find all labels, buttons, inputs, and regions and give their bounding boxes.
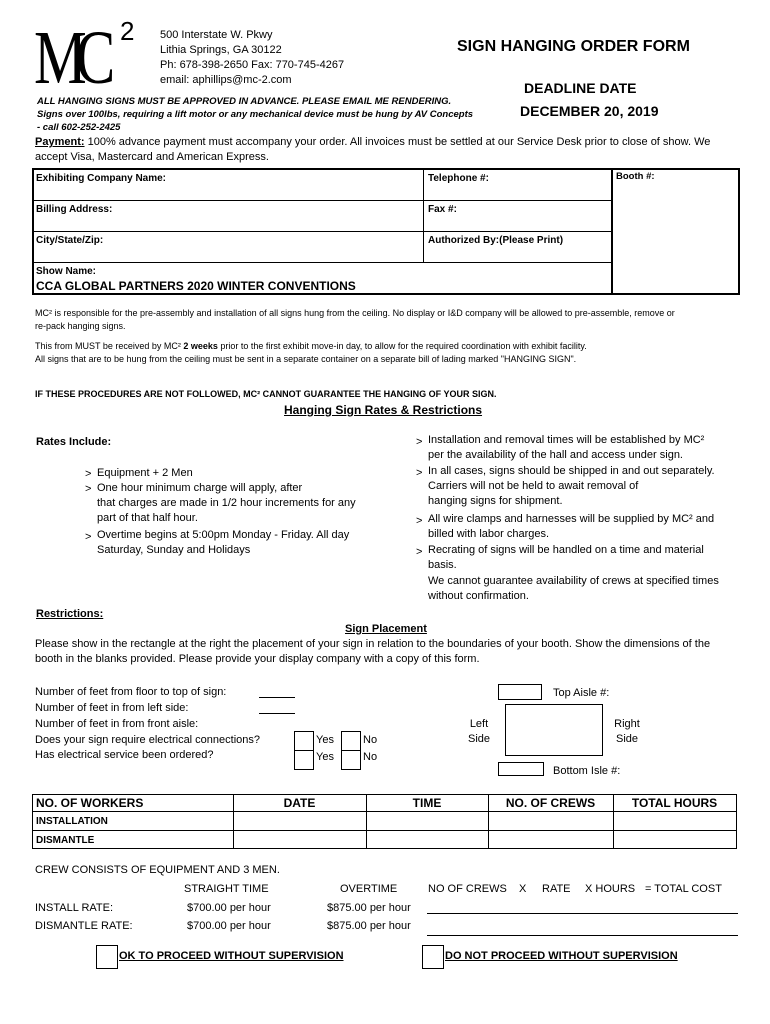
left-side-label [464,717,494,747]
rate-min-line3: part of that half hour. [97,512,198,524]
phone-fax: Ph: 678-398-2650 Fax: 770-745-4267 [160,59,345,71]
straight-time-header: STRAIGHT TIME [184,883,269,895]
billing-address-field[interactable]: Billing Address: [36,204,113,215]
q-from-front: Number of feet in from front aisle: [35,718,199,730]
r1-line2: per the availability of the hall and access under sign. [428,449,683,461]
rate-min-line2: that charges are made in 1/2 hour increments for any [97,497,356,509]
r2-line2: Carriers will not be held to await removal of [428,480,639,492]
dismantle-straight-rate: $700.00 per hour [187,920,271,932]
deadline-label: DEADLINE DATE [524,80,637,96]
r3-line1: All wire clamps and harnesses will be supplied by MC² and [428,513,715,525]
rate-equipment: Equipment + 2 Men [97,467,193,479]
info-p2-a: This from MUST be received by MC² [35,341,184,351]
right-text: Right [614,718,640,730]
company-name-field[interactable]: Exhibiting Company Name: [36,173,167,184]
authorized-by-field[interactable]: Authorized By:(Please Print) [428,235,564,246]
weight-notice-1: Signs over 100lbs, requiring a lift motor or any mechanical device must be hung by AV Concepts [37,109,474,120]
install-rate-label: INSTALL RATE: [35,902,114,914]
ordered-yes-checkbox[interactable] [294,750,314,770]
bullet-marker: > [85,468,92,480]
info-paragraphs [35,307,675,366]
crew-consists: CREW CONSISTS OF EQUIPMENT AND 3 MEN. [35,864,280,876]
dismantle-total-line[interactable] [427,935,738,936]
payment-notice [35,135,735,165]
no-label: No [363,751,378,763]
fax-field[interactable]: Fax #: [428,204,457,215]
ordered-no-checkbox[interactable] [341,750,361,770]
ok-without-supervision-checkbox[interactable] [96,945,118,969]
city-state-zip-field[interactable]: City/State/Zip: [36,235,104,246]
info-p2-bold: 2 weeks [183,341,218,351]
info-p2-b: prior to the first exhibit move-in day, to allow for the required coordination with exhibit facility. [217,341,587,351]
r1-line1: Installation and removal times will be established by MC² [428,434,705,446]
q-from-left: Number of feet in from left side: [35,702,189,714]
info-p3: All signs that are to be hung from the ceiling must be sent in a separate container on a separate bill of lading marked "HANGING SIGN". [35,354,577,364]
rates-include-label: Rates Include: [36,436,112,448]
install-total-line[interactable] [427,913,738,914]
restriction-shipping [428,464,715,509]
mc2-logo [34,16,144,100]
r3-line2: billed with labor charges. [428,528,550,540]
rate-min-line1: One hour minimum charge will apply, after [97,482,303,494]
rate-ot-line2: Saturday, Sunday and Holidays [97,544,251,556]
bullet-marker: > [416,436,423,448]
col-header-total-hours: TOTAL HOURS [631,796,718,810]
show-name-value: CCA GLOBAL PARTNERS 2020 WINTER CONVENTIONS [36,279,356,293]
ok-without-supervision-label: OK TO PROCEED WITHOUT SUPERVISION [119,950,344,962]
floor-to-top-blank[interactable] [259,697,295,698]
no-label: No [363,734,378,746]
col-header-date: DATE [283,796,316,810]
bottom-aisle-label: Bottom Isle #: [553,765,621,777]
dismantle-rate-label: DISMANTLE RATE: [35,920,133,932]
row-installation: INSTALLATION [36,816,108,827]
bottom-aisle-box[interactable] [498,762,544,776]
install-straight-rate: $700.00 per hour [187,902,271,914]
col-header-time: TIME [412,796,442,810]
electrical-yes-checkbox[interactable] [294,731,314,751]
payment-text-1: 100% advance payment must accompany your order. All invoices must be settled at our Service Desk prior to close of show. We [84,136,711,148]
placement-desc-1: Please show in the rectangle at the right the placement of your sign in relation to the boundaries of your booth. Show the dimensions of the [35,638,711,650]
weight-notice-2: - call 602-252-2425 [37,122,121,133]
r4-line1: Recrating of signs will be handled on a time and material [428,544,704,556]
side-text: Side [615,733,639,745]
overtime-header: OVERTIME [340,883,398,895]
r5-line2: without confirmation. [428,590,529,602]
calc-hours: X HOURS [585,883,636,895]
r5-line1: We cannot guarantee availability of crews at specified times [428,575,719,587]
from-left-blank[interactable] [259,713,295,714]
q-floor-to-top: Number of feet from floor to top of sign: [35,686,227,698]
right-side-label [612,717,642,747]
yes-label: Yes [316,734,334,746]
logo-superscript: 2 [120,16,135,46]
placement-desc-2: booth in the blanks provided. Please provide your display company with a copy of this form. [35,653,480,665]
left-text: Left [469,718,489,730]
calc-rate: RATE [542,883,571,895]
address-line-2: Lithia Springs, GA 30122 [160,44,282,56]
info-p2 [35,340,675,353]
top-aisle-label: Top Aisle #: [553,687,610,699]
r2-line1: In all cases, signs should be shipped in and out separately. [428,465,715,477]
form-title: SIGN HANGING ORDER FORM [457,38,690,55]
address-line-1: 500 Interstate W. Pkwy [160,29,273,41]
logo-text: MC [34,16,105,100]
r2-line3: hanging signs for shipment. [428,495,563,507]
side-text: Side [467,733,491,745]
dismantle-overtime-rate: $875.00 per hour [327,920,411,932]
restrictions-label: Restrictions: [36,608,104,620]
company-address [160,28,344,88]
do-not-proceed-checkbox[interactable] [422,945,444,969]
booth-placement-rectangle[interactable] [505,704,603,756]
col-header-workers: NO. OF WORKERS [36,796,144,810]
r4-line2: basis. [428,559,457,571]
telephone-field[interactable]: Telephone #: [428,173,489,184]
install-overtime-rate: $875.00 per hour [327,902,411,914]
restriction-crew-availability [428,574,719,604]
sign-placement-title: Sign Placement [345,623,427,635]
bullet-marker: > [416,546,423,558]
row-dismantle: DISMANTLE [36,835,95,846]
restriction-installation-times [428,433,704,463]
restriction-wire-clamps [428,512,714,542]
bullet-marker: > [85,483,92,495]
q-electrical-ordered: Has electrical service been ordered? [35,749,214,761]
bullet-marker: > [85,531,92,543]
info-p1-line1: MC² is responsible for the pre-assembly and installation of all signs hung from the ceiling. No display or I&D company will be allowed to pre-assemble, remove or [35,308,675,318]
procedure-warning: IF THESE PROCEDURES ARE NOT FOLLOWED, MC² CANNOT GUARANTEE THE HANGING OF YOUR SIGN. [35,389,497,399]
rates-section-title: Hanging Sign Rates & Restrictions [284,403,483,417]
payment-text-2: accept Visa, Mastercard and American Express. [35,151,269,163]
deadline-date: DECEMBER 20, 2019 [520,103,659,119]
show-name-label: Show Name: [36,266,97,277]
col-header-crews: NO. OF CREWS [505,796,596,810]
booth-field[interactable]: Booth #: [616,171,655,182]
top-aisle-box[interactable] [498,684,542,700]
calc-x: X [519,883,527,895]
calc-total-cost: = TOTAL COST [645,883,722,895]
do-not-proceed-label: DO NOT PROCEED WITHOUT SUPERVISION [445,950,678,962]
rate-ot-line1: Overtime begins at 5:00pm Monday - Friday. All day [97,529,350,541]
electrical-no-checkbox[interactable] [341,731,361,751]
info-p1-line2: re-pack hanging signs. [35,321,126,331]
calc-no-of-crews: NO OF CREWS [428,883,507,895]
q-electrical-needed: Does your sign require electrical connections? [35,734,261,746]
sign-placement-desc [35,637,710,667]
bullet-marker: > [416,515,423,527]
approval-notice: ALL HANGING SIGNS MUST BE APPROVED IN ADVANCE. PLEASE EMAIL ME RENDERING. [37,96,452,107]
restriction-recrating [428,543,704,573]
bullet-marker: > [416,467,423,479]
rate-minimum-charge [97,481,356,526]
payment-label: Payment: [35,136,85,148]
email: email: aphillips@mc-2.com [160,74,292,86]
yes-label: Yes [316,751,334,763]
rate-overtime [97,528,349,558]
